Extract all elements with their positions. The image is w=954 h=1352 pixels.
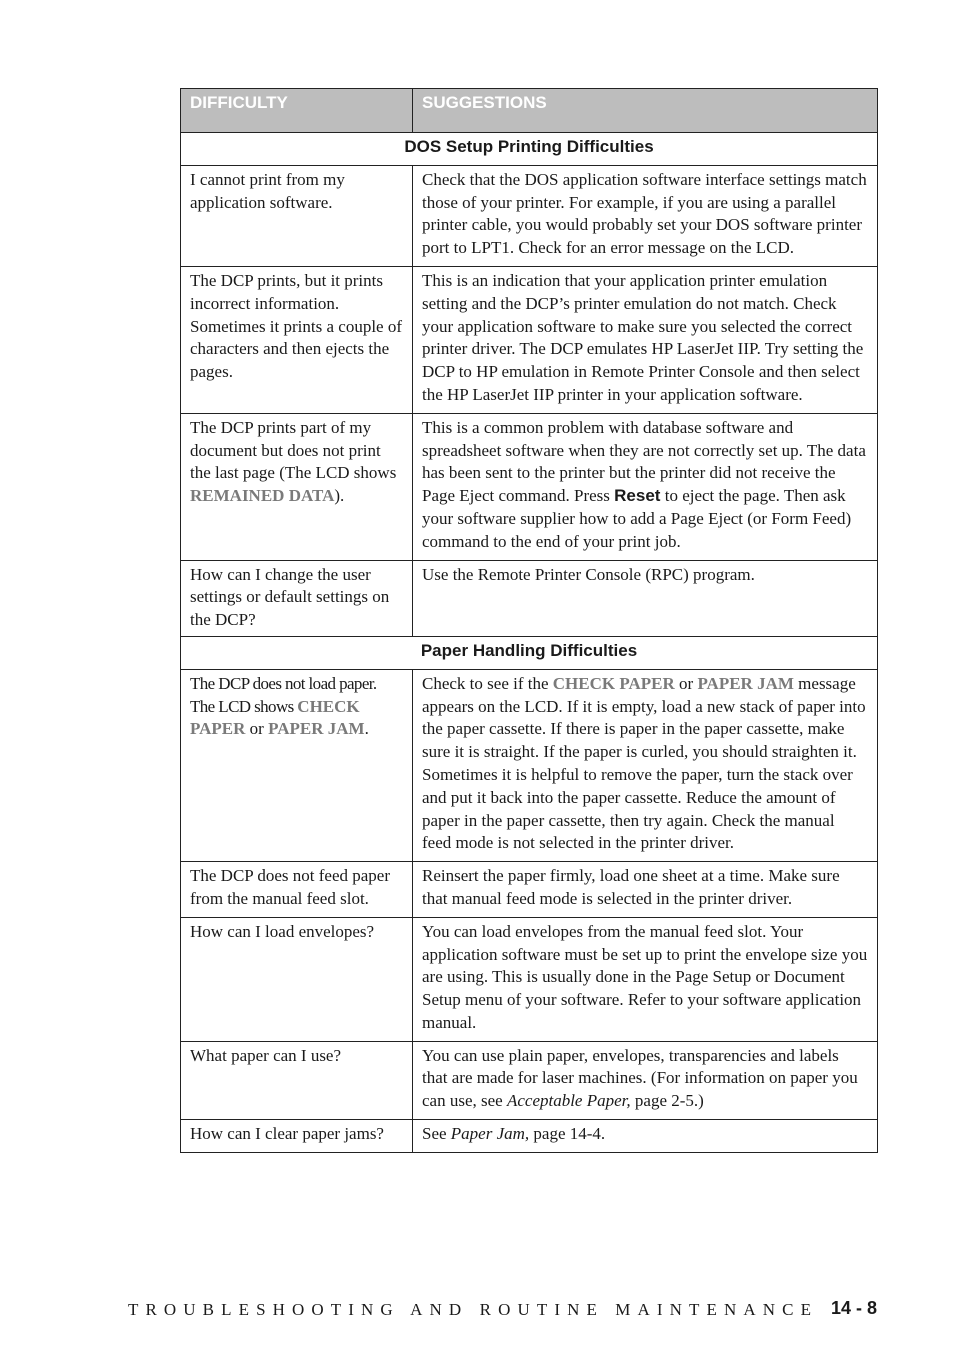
suggestion-cell: Check that the DOS application software interface settings match those of your printer. For example, if you are using a parallel printer cable, you would probably set your DOS software printer port to LPT1. Check for an error message on the LCD. xyxy=(413,165,878,266)
section-title-dos: DOS Setup Printing Difficulties xyxy=(181,133,878,166)
suggestion-cell xyxy=(413,1120,878,1153)
troubleshooting-table xyxy=(180,88,878,1153)
difficulty-cell: How can I change the user settings or default settings on the DCP? xyxy=(181,560,413,636)
difficulty-cell: The DCP does not feed paper from the manual feed slot. xyxy=(181,862,413,918)
suggestion-text: or xyxy=(674,673,698,693)
difficulty-column-header: DIFFICULTY xyxy=(181,89,413,133)
suggestion-cell: Reinsert the paper firmly, load one sheet at a time. Make sure that manual feed mode is selected in the printer driver. xyxy=(413,862,878,918)
suggestion-text: to eject the page. Then ask your software supplier how to add a Page Eject (or Form Feed) command to the end of your print job. xyxy=(422,486,852,551)
cross-reference-acceptable-paper: Acceptable Paper, xyxy=(506,1091,631,1111)
lcd-message-remained-data: REMAINED DATA xyxy=(190,486,335,506)
difficulty-cell: The DCP prints, but it prints incorrect information. Sometimes it prints a couple of characters and then ejects the pages. xyxy=(181,266,413,413)
page-footer xyxy=(128,1298,877,1324)
suggestion-text: You can use plain paper, envelopes, transparencies and labels that are made for laser machines. (For information on paper you can use, see xyxy=(422,1045,858,1111)
table-row xyxy=(181,1120,878,1153)
difficulty-text: ). xyxy=(334,486,345,506)
suggestion-cell xyxy=(413,1041,878,1119)
table-header-row xyxy=(181,89,878,133)
suggestion-cell: You can load envelopes from the manual feed slot. Your application software must be set up to print the envelope size you are using. This is usually done in the Page Setup or Document Setup menu of your software. Refer to your software application manual. xyxy=(413,917,878,1041)
section-row-dos xyxy=(181,133,878,166)
lcd-message-check-paper: CHECK PAPER xyxy=(190,696,360,739)
suggestion-text: This is a common problem with database software and spreadsheet software when they are not correctly set up. The data has been sent to the printer but the printer did not receive the Page Eject command. Press xyxy=(422,417,866,506)
suggestion-cell: Use the Remote Printer Console (RPC) program. xyxy=(413,560,878,636)
difficulty-cell xyxy=(181,669,413,861)
suggestion-cell xyxy=(413,669,878,861)
table-row xyxy=(181,266,878,413)
table-row xyxy=(181,560,878,636)
table-row xyxy=(181,917,878,1041)
section-row-paper xyxy=(181,636,878,669)
table-row xyxy=(181,1041,878,1119)
cross-reference-paper-jam: Paper Jam, xyxy=(450,1124,530,1144)
reset-key-label: Reset xyxy=(614,486,661,506)
difficulty-cell: How can I load envelopes? xyxy=(181,917,413,1041)
suggestion-text: page 14-4. xyxy=(529,1124,606,1144)
suggestion-text: Check to see if the xyxy=(422,673,553,693)
difficulty-text: The DCP prints part of my document but does not print the last page (The LCD shows xyxy=(190,417,397,483)
lcd-message-check-paper: CHECK PAPER xyxy=(552,673,675,693)
difficulty-cell xyxy=(181,413,413,560)
table-row xyxy=(181,669,878,861)
difficulty-cell: What paper can I use? xyxy=(181,1041,413,1119)
suggestions-column-header: SUGGESTIONS xyxy=(413,89,878,133)
page-number: 14 - 8 xyxy=(830,1298,877,1318)
lcd-message-paper-jam: PAPER JAM xyxy=(697,673,794,693)
difficulty-text: or xyxy=(245,719,269,739)
table-row xyxy=(181,862,878,918)
suggestion-cell: This is an indication that your application printer emulation setting and the DCP’s printer emulation do not match. Check your application software to make sure you selected the correct printer driver. The DCP emulates HP LaserJet IIP. Try setting the DCP to HP emulation in Remote Printer Console and then select the HP LaserJet IIP printer in your application software. xyxy=(413,266,878,413)
difficulty-cell: I cannot print from my application software. xyxy=(181,165,413,266)
lcd-message-paper-jam: PAPER JAM xyxy=(268,719,365,739)
suggestion-text: message appears on the LCD. If it is empty, load a new stack of paper into the paper cassette. If there is paper in the paper cassette, make sure it is straight. If the paper is curled, you should straighten it. Sometimes it is helpful to remove the paper, turn the stack over and put it back into the paper cassette. Reduce the amount of paper in the paper cassette, then try again. Check the manual feed mode is not selected in the printer driver. xyxy=(422,673,866,853)
table-row xyxy=(181,413,878,560)
suggestion-cell xyxy=(413,413,878,560)
suggestion-text: page 2-5.) xyxy=(630,1091,704,1111)
running-footer-title: TROUBLESHOOTING AND ROUTINE MAINTENANCE xyxy=(128,1300,819,1319)
suggestion-text: See xyxy=(422,1124,451,1144)
table-row xyxy=(181,165,878,266)
difficulty-text: The DCP does not load paper. The LCD shows xyxy=(190,673,377,716)
section-title-paper: Paper Handling Difficulties xyxy=(181,636,878,669)
difficulty-cell: How can I clear paper jams? xyxy=(181,1120,413,1153)
difficulty-text: . xyxy=(364,719,369,739)
